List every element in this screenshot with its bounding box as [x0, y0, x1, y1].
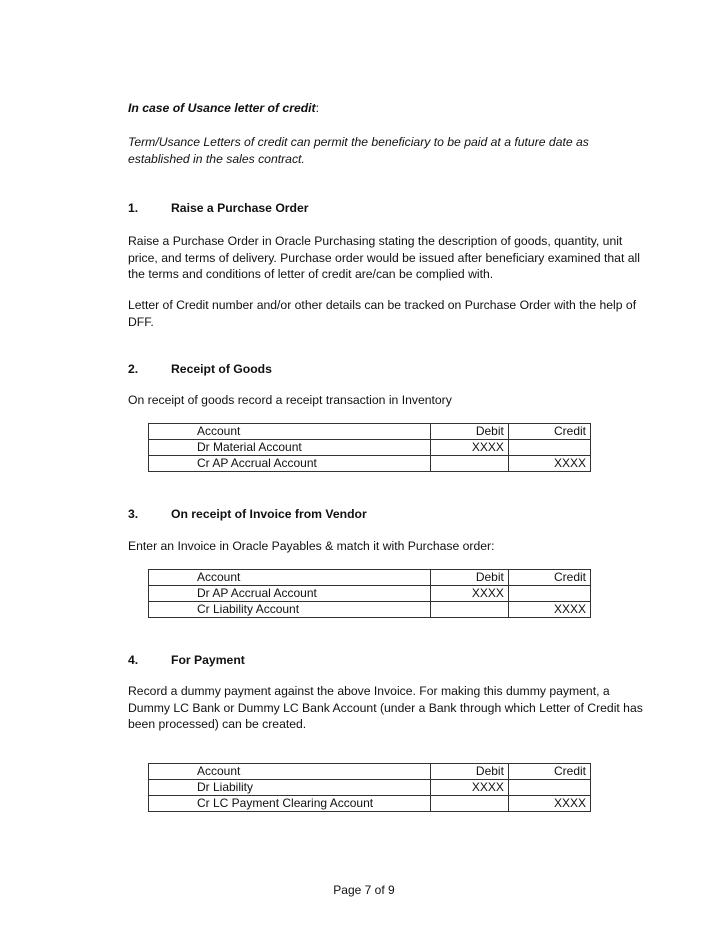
section-1-paragraph-1: Raise a Purchase Order in Oracle Purchasing stating the description of goods, quantity, unit price, and terms of delivery. Purchase order would be issued after beneficiary examined that all the terms and conditions of letter of credit are/can be complied with. — [128, 234, 640, 281]
credit-cell — [508, 440, 590, 456]
credit-cell: XXXX — [508, 796, 590, 812]
credit-header: Credit — [508, 570, 590, 586]
section-2-heading — [128, 361, 648, 378]
debit-header: Debit — [431, 424, 509, 440]
section-3-heading — [128, 506, 648, 523]
account-header: Account — [149, 570, 431, 586]
account-cell: Cr LC Payment Clearing Account — [149, 796, 431, 812]
section-4-heading — [128, 652, 648, 669]
table-header-row — [149, 424, 591, 440]
section-2-number: 2. — [128, 362, 139, 376]
debit-cell — [431, 602, 509, 618]
debit-cell — [431, 456, 509, 472]
debit-cell: XXXX — [431, 586, 509, 602]
account-cell: Cr AP Accrual Account — [149, 456, 431, 472]
table-row — [149, 780, 591, 796]
section-1-number: 1. — [128, 201, 139, 215]
table-header-row — [149, 764, 591, 780]
payment-journal-table — [148, 763, 591, 812]
section-1-paragraph-2: Letter of Credit number and/or other details can be tracked on Purchase Order with the help of DFF. — [128, 298, 637, 329]
section-3-paragraph: Enter an Invoice in Oracle Payables & match it with Purchase order: — [128, 539, 495, 553]
account-header: Account — [149, 764, 431, 780]
credit-header: Credit — [508, 764, 590, 780]
receipt-journal-table — [148, 423, 591, 472]
section-2-paragraph: On receipt of goods record a receipt transaction in Inventory — [128, 393, 452, 407]
intro-title-colon: : — [315, 101, 320, 115]
credit-cell — [508, 780, 590, 796]
section-3-number: 3. — [128, 507, 139, 521]
account-cell: Dr Liability — [149, 780, 431, 796]
table-row — [149, 796, 591, 812]
table-header-row — [149, 570, 591, 586]
section-4-number: 4. — [128, 653, 139, 667]
debit-cell — [431, 796, 509, 812]
invoice-journal-table — [148, 569, 591, 618]
section-1-title: Raise a Purchase Order — [171, 201, 309, 215]
account-header: Account — [149, 424, 431, 440]
section-1-heading — [128, 200, 648, 217]
account-cell: Dr Material Account — [149, 440, 431, 456]
section-2-title: Receipt of Goods — [171, 362, 272, 376]
intro-text: Term/Usance Letters of credit can permit the beneficiary to be paid at a future date as established in the sales contract. — [128, 135, 589, 166]
debit-cell: XXXX — [431, 440, 509, 456]
table-row — [149, 602, 591, 618]
credit-cell: XXXX — [508, 456, 590, 472]
credit-cell: XXXX — [508, 602, 590, 618]
intro-title — [128, 100, 648, 117]
account-cell: Dr AP Accrual Account — [149, 586, 431, 602]
table-row — [149, 456, 591, 472]
account-cell: Cr Liability Account — [149, 602, 431, 618]
section-4-title: For Payment — [171, 653, 245, 667]
credit-cell — [508, 586, 590, 602]
table-row — [149, 440, 591, 456]
debit-cell: XXXX — [431, 780, 509, 796]
table-row — [149, 586, 591, 602]
page-number: Page 7 of 9 — [333, 883, 395, 897]
section-4-paragraph: Record a dummy payment against the above Invoice. For making this dummy payment, a Dummy LC Bank or Dummy LC Bank Account (under a Bank through which Letter of Credit has been processed) can be created. — [128, 684, 643, 731]
section-3-title: On receipt of Invoice from Vendor — [171, 507, 367, 521]
intro-title-text: In case of Usance letter of credit — [128, 101, 316, 115]
debit-header: Debit — [431, 764, 509, 780]
debit-header: Debit — [431, 570, 509, 586]
credit-header: Credit — [508, 424, 590, 440]
